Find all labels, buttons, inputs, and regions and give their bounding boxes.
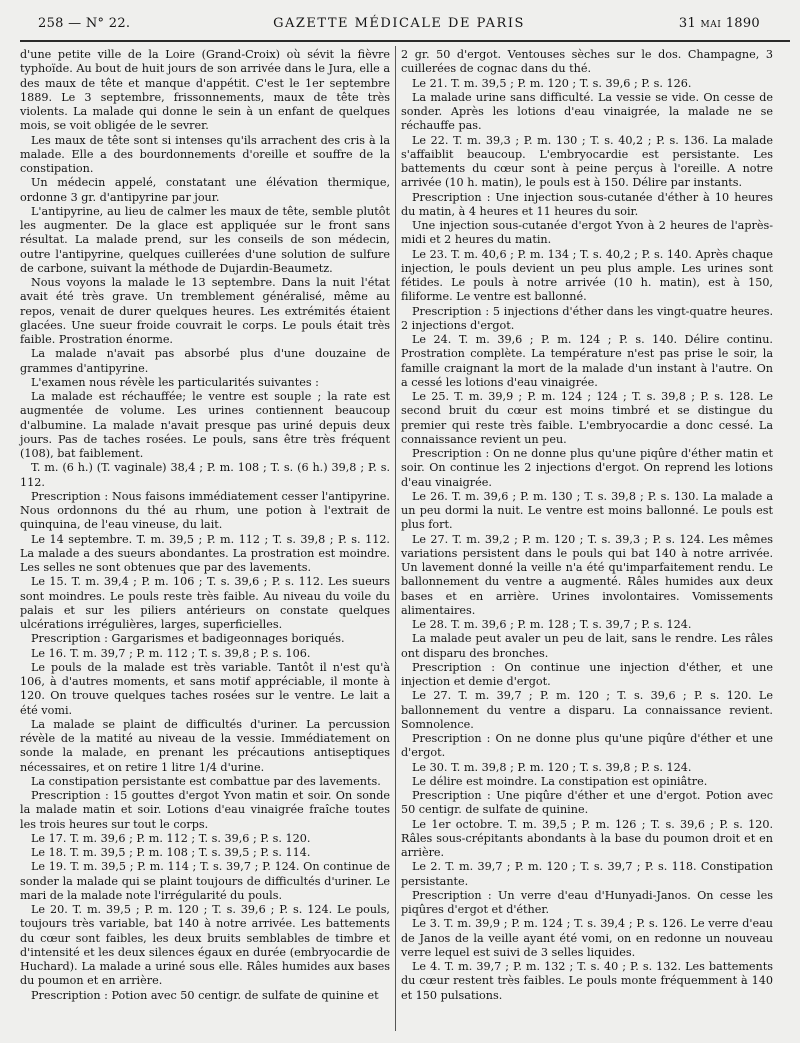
paragraph: Une injection sous-cutanée d'ergot Yvon à 2 heures de l'après-midi et 2 heures du matin.	[401, 219, 773, 247]
paragraph: Le 4. T. m. 39,7 ; P. m. 132 ; T. s. 40 ; P. s. 132. Les battements du cœur restent très faibles. Le pouls monte fréquemment à 140 et 150 pulsations.	[401, 960, 773, 1002]
paragraph: Un médecin appelé, constatant une élévation thermique, ordonne 3 gr. d'antipyrine par jour.	[20, 176, 390, 204]
paragraph: Prescription : 15 gouttes d'ergot Yvon matin et soir. On sonde la malade matin et soir. Lotions d'eau vinaigrée fraîche toutes les trois heures sur tout le corps.	[20, 789, 390, 831]
paragraph: Le 23. T. m. 40,6 ; P. m. 134 ; T. s. 40,2 ; P. s. 140. Après chaque injection, le pouls devient un peu plus ample. Les urines sont fétides. Le pouls à notre arrivée (10 h. matin), est à 150, filiforme. Le ventre est ballonné.	[401, 247, 773, 304]
paragraph: d'une petite ville de la Loire (Grand-Croix) où sévit la fièvre typhoïde. Au bout de huit jours de son arrivée dans le Jura, elle a des maux de tête et manque d'appétit. C'est le 1er septembre 1889. Le 3 septembre, frissonnements, maux de tête très violents. La malade qui donne le sein à un enfant de quelques mois, se voit obligée de le sevrer.	[20, 48, 390, 133]
paragraph: Prescription : On ne donne plus qu'une piqûre d'éther et une d'ergot.	[401, 732, 773, 760]
column-divider	[395, 46, 396, 1031]
paragraph: Prescription : Une injection sous-cutanée d'éther à 10 heures du matin, à 4 heures et 11 heures du soir.	[401, 190, 773, 218]
paragraph: Prescription : On continue une injection d'éther, et une injection et demie d'ergot.	[401, 660, 773, 688]
right-column	[401, 48, 773, 1003]
paragraph: Le 18. T. m. 39,5 ; P. m. 108 ; T. s. 39,5 ; P. s. 114.	[31, 846, 311, 859]
paragraph: La constipation persistante est combattue par des lavements.	[31, 774, 381, 788]
paragraph: La malade se plaint de difficultés d'uriner. La percussion révèle de la matité au niveau de la vessie. Immédiatement on sonde la malade, en prenant les précautions antiseptiques nécessaires, et on retire 1 litre 1/4 d'urine.	[20, 717, 390, 774]
issue-date	[679, 16, 760, 31]
paragraph: Prescription : Potion avec 50 centigr. de sulfate de quinine et	[31, 988, 379, 1002]
paragraph: Le 22. T. m. 39,3 ; P. m. 130 ; T. s. 40,2 ; P. s. 136. La malade s'affaiblit beaucoup. L'embryocardie est persistante. Les battements du cœur sont à peine perçus à l'oreille. A notre arrivée (10 h. matin), le pouls est à 150. Délire par instants.	[401, 133, 773, 190]
paragraph: Le pouls de la malade est très variable. Tantôt il n'est qu'à 106, à d'autres moments, et sans motif appréciable, il monte à 120. On trouve quelques taches rosées sur le ventre. Le lait a été vomi.	[20, 660, 390, 717]
paragraph: Nous voyons la malade le 13 septembre. Dans la nuit l'état avait été très grave. Un tremblement généralisé, même au repos, venait de durer quelques heures. Les extrémités étaient glacées. Une sueur froide couvrait le corps. Le pouls était très faible. Prostration énorme.	[20, 276, 390, 346]
paragraph: 2 gr. 50 d'ergot. Ventouses sèches sur le dos. Champagne, 3 cuillerées de cognac dans du thé.	[401, 48, 773, 76]
paragraph: Le 26. T. m. 39,6 ; P. m. 130 ; T. s. 39,8 ; P. s. 130. La malade a un peu dormi la nuit. Le ventre est moins ballonné. Le pouls est plus fort.	[401, 489, 773, 532]
paragraph: Le 3. T. m. 39,9 ; P. m. 124 ; T. s. 39,4 ; P. s. 126. Le verre d'eau de Janos de la veille ayant été vomi, on en redonne un nouveau verre lequel est suivi de 3 selles liquides.	[401, 917, 773, 959]
paragraph: Les maux de tête sont si intenses qu'ils arrachent des cris à la malade. Elle a des bourdonnements d'oreille et souffre de la constipation.	[20, 133, 390, 175]
header-rule	[20, 40, 790, 42]
paragraph: Le délire est moindre. La constipation est opiniâtre.	[412, 774, 708, 788]
paragraph: Le 16. T. m. 39,7 ; P. m. 112 ; T. s. 39,8 ; P. s. 106.	[31, 646, 311, 660]
paragraph: La malade peut avaler un peu de lait, sans le rendre. Les râles ont disparu des bronches.	[401, 632, 773, 660]
paragraph: T. m. (6 h.) (T. vaginale) 38,4 ; P. m. 108 ; T. s. (6 h.) 39,8 ; P. s. 112.	[20, 461, 390, 489]
paragraph: Prescription : Un verre d'eau d'Hunyadi-Janos. On cesse les piqûres d'ergot et d'éther.	[401, 888, 773, 916]
date-year: 1890	[725, 16, 760, 31]
paragraph: Prescription : Une piqûre d'éther et une d'ergot. Potion avec 50 centigr. de sulfate de quinine.	[401, 789, 773, 817]
paragraph: Le 15. T. m. 39,4 ; P. m. 106 ; T. s. 39,6 ; P. s. 112. Les sueurs sont moindres. Le pouls reste très faible. Au niveau du voile du palais et sur les piliers antérieurs on constate quelques ulcérations irrégulières, larges, superficielles.	[20, 575, 390, 631]
paragraph: L'antipyrine, au lieu de calmer les maux de tête, semble plutôt les augmenter. De la glace est appliquée sur le front sans résultat. La malade prend, sur les conseils de son médecin, outre l'antipyrine, quelques cuillerées d'une solution de sulfure de carbone, suivant la méthode de Dujardin-Beaumetz.	[20, 204, 390, 275]
paragraph: Le 27. T. m. 39,2 ; P. m. 120 ; T. s. 39,3 ; P. s. 124. Les mêmes variations persistent dans le pouls qui bat 140 à notre arrivée. Un lavement donné la veille n'a été qu'imparfaitement rendu. Le ballonnement du ventre a augmenté. Râles humides aux deux bases et en arrière. Urines involontaires. Vomissements alimentaires.	[401, 532, 773, 617]
left-column	[20, 48, 390, 1003]
paragraph: Prescription : 5 injections d'éther dans les vingt-quatre heures. 2 injections d'ergot.	[401, 304, 773, 332]
paragraph: Le 24. T. m. 39,6 ; P. m. 124 ; P. s. 140. Délire continu. Prostration complète. La température n'est pas prise le soir, la famille craignant la mort de la malade d'un instant à l'autre. On a cessé les lotions d'eau vinaigrée.	[401, 333, 773, 389]
paragraph: Le 14 septembre. T. m. 39,5 ; P. m. 112 ; T. s. 39,8 ; P. s. 112. La malade a des sueurs abondantes. La prostration est moindre. Les selles ne sont obtenues que par des lavements.	[20, 532, 390, 574]
paragraph: La malade n'avait pas absorbé plus d'une douzaine de grammes d'antipyrine.	[20, 347, 390, 375]
paragraph: Le 25. T. m. 39,9 ; P. m. 124 ; 124 ; T. s. 39,8 ; P. s. 128. Le second bruit du cœur est moins timbré et se distingue du premier qui reste très faible. L'embryocardie a donc cessé. La connaissance revient un peu.	[401, 390, 773, 446]
paragraph: Le 20. T. m. 39,5 ; P. m. 120 ; T. s. 39,6 ; P. s. 124. Le pouls, toujours très variable, bat 140 à notre arrivée. Les battements du cœur sont faibles, les deux bruits semblables de timbre et d'intensité et les deux silences égaux en durée (embryocardie de Huchard). La malade a uriné sous elle. Râles humides aux bases du poumon et en arrière.	[20, 903, 390, 988]
paragraph: Le 28. T. m. 39,6 ; P. m. 128 ; T. s. 39,7 ; P. s. 124.	[412, 618, 692, 631]
date-month: MAI	[700, 20, 722, 30]
paragraph: Le 21. T. m. 39,5 ; P. m. 120 ; T. s. 39,6 ; P. s. 126.	[412, 76, 692, 90]
paragraph: Prescription : Gargarismes et badigeonnages boriqués.	[31, 632, 345, 646]
paragraph: La malade est réchauffée; le ventre est souple ; la rate est augmentée de volume. Les urines contiennent beaucoup d'albumine. La malade n'avait presque pas uriné depuis deux jours. Pas de taches rosées. Le pouls, sans être très fréquent (108), bat faiblement.	[20, 390, 390, 460]
paragraph: Prescription : On ne donne plus qu'une piqûre d'éther matin et soir. On continue les 2 injections d'ergot. On reprend les lotions d'eau vinaigrée.	[401, 447, 773, 489]
paragraph: Le 19. T. m. 39,5 ; P. m. 114 ; T. s. 39,7 ; P. 124. On continue de sonder la malade qui se plaint toujours de difficultés d'uriner. Le mari de la malade note l'irrégularité du pouls.	[20, 860, 390, 902]
paragraph: Le 17. T. m. 39,6 ; P. m. 112 ; T. s. 39,6 ; P. s. 120.	[31, 831, 311, 845]
page-number: 258 — N° 22.	[38, 16, 131, 31]
journal-title: GAZETTE MÉDICALE DE PARIS	[273, 16, 525, 31]
paragraph: Le 27. T. m. 39,7 ; P. m. 120 ; T. s. 39,6 ; P. s. 120. Le ballonnement du ventre a disparu. La connaissance revient. Somnolence.	[401, 689, 773, 731]
paragraph: Le 30. T. m. 39,8 ; P. m. 120 ; T. s. 39,8 ; P. s. 124.	[412, 760, 692, 774]
paragraph: La malade urine sans difficulté. La vessie se vide. On cesse de sonder. Après les lotions d'eau vinaigrée, la malade ne se réchauffe pas.	[401, 90, 773, 133]
paragraph: Le 1er octobre. T. m. 39,5 ; P. m. 126 ; T. s. 39,6 ; P. s. 120. Râles sous-crépitants abondants à la base du poumon droit et en arrière.	[401, 817, 773, 859]
paragraph: L'examen nous révèle les particularités suivantes :	[31, 375, 319, 389]
date-day: 31	[678, 16, 697, 31]
paragraph: Prescription : Nous faisons immédiatement cesser l'antipyrine. Nous ordonnons du thé au rhum, une potion à l'extrait de quinquina, de l'eau vineuse, du lait.	[20, 489, 390, 532]
paragraph: Le 2. T. m. 39,7 ; P. m. 120 ; T. s. 39,7 ; P. s. 118. Constipation persistante.	[401, 860, 773, 888]
page-header	[38, 14, 760, 34]
